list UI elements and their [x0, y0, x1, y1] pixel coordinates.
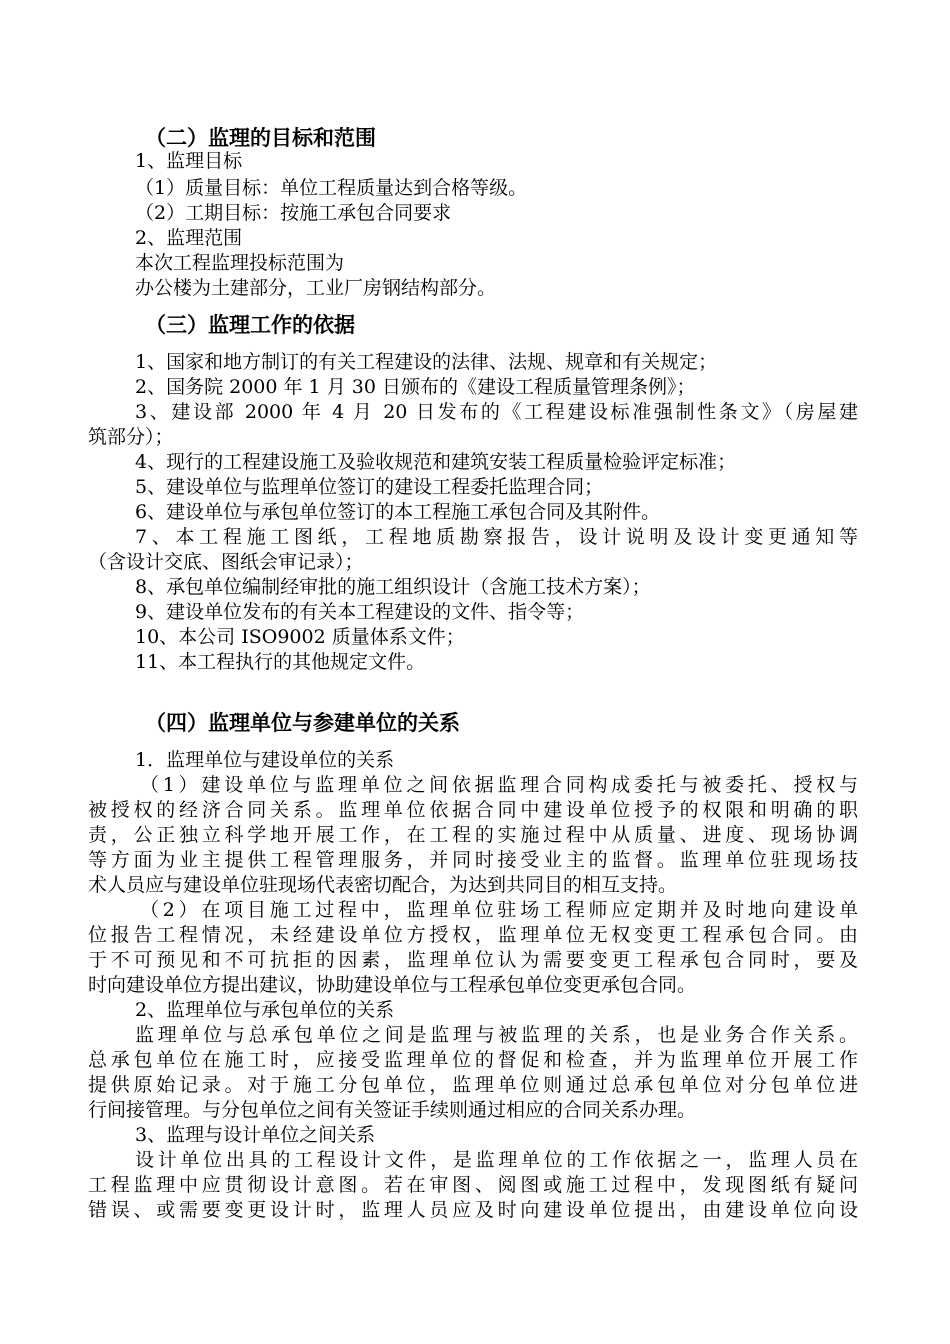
- subheading: 1、监理目标: [135, 150, 243, 172]
- paragraph-line: 等方面为业主提供工程管理服务，并同时接受业主的监督。监理单位驻现场技: [88, 849, 858, 871]
- list-item: 3、建设部 2000 年 4 月 20 日发布的《工程建设标准强制性条文》（房屋建: [135, 401, 858, 423]
- list-item: 1、国家和地方制订的有关工程建设的法律、法规、规章和有关规定；: [135, 351, 718, 373]
- text-line: 办公楼为土建部分，工业厂房钢结构部分。: [135, 277, 497, 299]
- paragraph-line: 工程监理中应贯彻设计意图。若在审图、阅图或施工过程中，发现图纸有疑问: [88, 1174, 858, 1196]
- list-item: 4、现行的工程建设施工及验收规范和建筑安装工程质量检验评定标准；: [135, 451, 737, 473]
- paragraph-line: 提供原始记录。对于施工分包单位，监理单位则通过总承包单位对分包单位进: [88, 1074, 858, 1096]
- paragraph-line: 总承包单位在施工时，应接受监理单位的督促和检查，并为监理单位开展工作: [88, 1049, 858, 1071]
- paragraph-line: 监理单位与总承包单位之间是监理与被监理的关系，也是业务合作关系。: [135, 1024, 858, 1046]
- paragraph-line: 错误、或需要变更设计时，监理人员应及时向建设单位提出，由建设单位向设: [88, 1199, 858, 1221]
- list-item: 9、建设单位发布的有关本工程建设的文件、指令等；: [135, 601, 585, 623]
- list-item: 2、国务院 2000 年 1 月 30 日颁布的《建设工程质量管理条例》；: [135, 376, 696, 398]
- paragraph-line: 术人员应与建设单位驻现场代表密切配合，为达到共同目的相互支持。: [88, 874, 678, 896]
- paragraph-line: 设计单位出具的工程设计文件，是监理单位的工作依据之一，监理人员在: [135, 1149, 858, 1171]
- list-item-continuation: 筑部分）；: [88, 426, 174, 448]
- text-line: （2）工期目标：按施工承包合同要求: [135, 202, 452, 224]
- paragraph-line: （2）在项目施工过程中，监理单位驻场工程师应定期并及时地向建设单: [140, 899, 858, 921]
- section-heading-4: （四）监理单位与参建单位的关系: [145, 711, 460, 735]
- list-item: 6、建设单位与承包单位签订的本工程施工承包合同及其附件。: [135, 501, 661, 523]
- list-item: 8、承包单位编制经审批的施工组织设计（含施工技术方案）；: [135, 576, 651, 598]
- paragraph-line: 位报告工程情况，未经建设单位方授权，监理单位无权变更工程承包合同。由: [88, 924, 858, 946]
- paragraph-line: （1）建设单位与监理单位之间依据监理合同构成委托与被委托、授权与: [140, 774, 858, 796]
- subheading: 3、监理与设计单位之间关系: [135, 1124, 376, 1146]
- paragraph-line: 被授权的经济合同关系。监理单位依据合同中建设单位授予的权限和明确的职: [88, 799, 858, 821]
- subheading: 1．监理单位与建设单位的关系: [135, 749, 395, 771]
- text-line: （1）质量目标：单位工程质量达到合格等级。: [135, 177, 528, 199]
- paragraph-line: 行间接管理。与分包单位之间有关签证手续则通过相应的合同关系办理。: [88, 1099, 697, 1121]
- text-line: 本次工程监理投标范围为: [135, 252, 345, 274]
- list-item-continuation: （含设计交底、图纸会审记录）；: [88, 551, 364, 573]
- list-item: 10、本公司 ISO9002 质量体系文件；: [135, 626, 465, 648]
- paragraph-line: 责，公正独立科学地开展工作，在工程的实施过程中从质量、进度、现场协调: [88, 824, 858, 846]
- subheading: 2、监理范围: [135, 227, 243, 249]
- section-heading-2: （二）监理的目标和范围: [145, 126, 376, 150]
- paragraph-line: 于不可预见和不可抗拒的因素，监理单位认为需要变更工程承包合同时，要及: [88, 949, 858, 971]
- list-item: 11、本工程执行的其他规定文件。: [135, 651, 426, 673]
- list-item: 5、建设单位与监理单位签订的建设工程委托监理合同；: [135, 476, 604, 498]
- section-heading-3: （三）监理工作的依据: [145, 313, 355, 337]
- list-item: 7、本工程施工图纸，工程地质勘察报告，设计说明及设计变更通知等: [135, 526, 858, 548]
- subheading: 2、监理单位与承包单位的关系: [135, 999, 395, 1021]
- paragraph-line: 时向建设单位方提出建议，协助建设单位与工程承包单位变更承包合同。: [88, 974, 697, 996]
